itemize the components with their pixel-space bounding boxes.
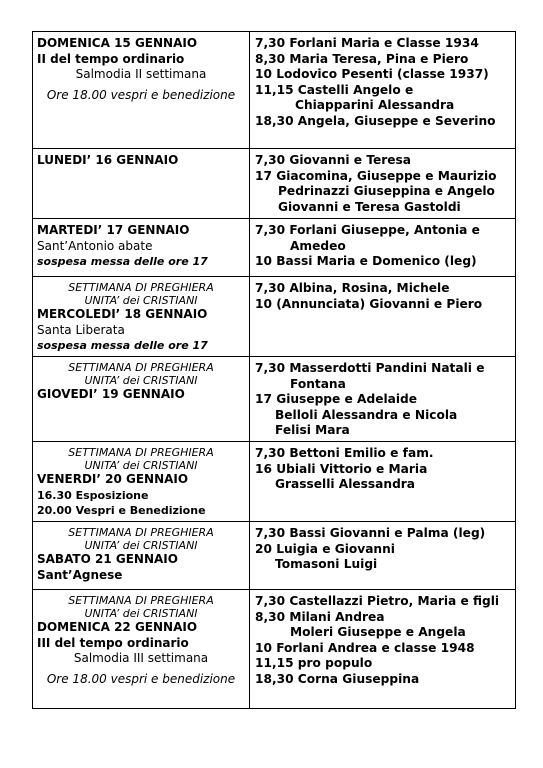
- day-info-line: sospesa messa delle ore 17: [37, 339, 208, 352]
- day-info-line: III del tempo ordinario: [37, 635, 189, 650]
- mass-intentions-cell: [250, 442, 516, 522]
- day-info-line: Sant’Agnese: [37, 567, 123, 582]
- day-info-line: VENERDI’ 20 GENNAIO: [37, 472, 189, 486]
- day-info-line: DOMENICA 15 GENNAIO: [37, 36, 198, 50]
- mass-intention-line: 10 Forlani Andrea e classe 1948: [255, 640, 475, 655]
- day-row: [33, 277, 516, 357]
- mass-intention-line: Chiapparini Alessandra: [295, 98, 455, 112]
- day-info-line: UNITA’ dei CRISTIANI: [84, 374, 198, 387]
- schedule-table: [32, 31, 516, 709]
- mass-intention-line: 10 Bassi Maria e Domenico (leg): [255, 254, 477, 268]
- mass-intention-line: 16 Ubiali Vittorio e Maria: [255, 461, 428, 476]
- day-info-line: II del tempo ordinario: [37, 51, 185, 66]
- day-info-line: DOMENICA 22 GENNAIO: [37, 620, 198, 634]
- day-row: [33, 32, 516, 149]
- mass-intention-line: 7,30 Masserdotti Pandini Natali e: [255, 361, 485, 375]
- day-info-line: Sant’Antonio abate: [37, 238, 153, 253]
- mass-intention-line: 17 Giacomina, Giuseppe e Maurizio: [255, 168, 497, 183]
- day-info-cell: [33, 219, 250, 277]
- day-row: [33, 357, 516, 442]
- mass-intention-line: 8,30 Milani Andrea: [255, 609, 385, 624]
- mass-intention-line: 7,30 Forlani Maria e Classe 1934: [255, 36, 479, 50]
- day-info-line: GIOVEDI’ 19 GENNAIO: [37, 387, 185, 401]
- day-row: [33, 149, 516, 219]
- mass-intention-line: 8,30 Maria Teresa, Pina e Piero: [255, 51, 469, 66]
- day-info-line: SETTIMANA DI PREGHIERA: [68, 281, 214, 294]
- mass-intention-line: Fontana: [290, 376, 346, 391]
- mass-intention-line: Grasselli Alessandra: [275, 477, 416, 491]
- mass-intention-line: 20 Luigia e Giovanni: [255, 541, 395, 556]
- day-row: [33, 522, 516, 590]
- day-info-cell: [33, 590, 250, 709]
- mass-intention-line: 10 Lodovico Pesenti (classe 1937): [255, 67, 489, 81]
- day-info-line: 20.00 Vespri e Benedizione: [37, 504, 206, 517]
- mass-intentions-cell: [250, 32, 516, 149]
- mass-intention-line: 7,30 Giovanni e Teresa: [255, 153, 412, 167]
- day-info-cell: [33, 442, 250, 522]
- mass-intention-line: 18,30 Angela, Giuseppe e Severino: [255, 113, 496, 128]
- day-info-cell: [33, 277, 250, 357]
- mass-intentions-cell: [250, 277, 516, 357]
- mass-intention-line: 11,15 Castelli Angelo e: [255, 82, 414, 97]
- mass-intention-line: Amedeo: [290, 238, 346, 253]
- day-info-line: Salmodia II settimana: [75, 67, 207, 81]
- day-row: [33, 590, 516, 709]
- day-info-line: UNITA’ dei CRISTIANI: [84, 607, 198, 620]
- mass-intentions-cell: [250, 219, 516, 277]
- day-info-line: Santa Liberata: [37, 322, 125, 337]
- mass-intention-line: 7,30 Bettoni Emilio e fam.: [255, 446, 434, 460]
- day-info-line: SETTIMANA DI PREGHIERA: [68, 446, 214, 459]
- day-info-line: SETTIMANA DI PREGHIERA: [68, 526, 214, 539]
- mass-intention-line: Pedrinazzi Giuseppina e Angelo: [278, 184, 495, 198]
- day-row: [33, 442, 516, 522]
- day-info-cell: [33, 522, 250, 590]
- mass-intention-line: 7,30 Castellazzi Pietro, Maria e figli: [255, 594, 500, 608]
- day-info-line: LUNEDI’ 16 GENNAIO: [37, 153, 179, 167]
- mass-intentions-cell: [250, 522, 516, 590]
- day-info-cell: [33, 357, 250, 442]
- mass-intentions-cell: [250, 357, 516, 442]
- day-info-cell: [33, 149, 250, 219]
- day-info-line: MERCOLEDI’ 18 GENNAIO: [37, 307, 208, 321]
- mass-intention-line: 7,30 Bassi Giovanni e Palma (leg): [255, 526, 486, 540]
- mass-intentions-cell: [250, 590, 516, 709]
- day-info-line: UNITA’ dei CRISTIANI: [84, 459, 198, 472]
- day-info-line: UNITA’ dei CRISTIANI: [84, 294, 198, 307]
- mass-intention-line: 10 (Annunciata) Giovanni e Piero: [255, 296, 483, 311]
- day-info-line: 16.30 Esposizione: [37, 488, 149, 502]
- mass-intention-line: Giovanni e Teresa Gastoldi: [278, 199, 461, 214]
- day-row: [33, 219, 516, 277]
- mass-intention-line: Felisi Mara: [275, 423, 350, 437]
- day-info-line: sospesa messa delle ore 17: [37, 255, 208, 268]
- day-info-line: SABATO 21 GENNAIO: [37, 552, 178, 566]
- day-info-line: Ore 18.00 vespri e benedizione: [46, 87, 236, 102]
- mass-intention-line: 11,15 pro populo: [255, 656, 373, 670]
- day-info-line: UNITA’ dei CRISTIANI: [84, 539, 198, 552]
- mass-intention-line: 18,30 Corna Giuseppina: [255, 671, 420, 686]
- schedule-body: [33, 32, 516, 709]
- mass-intention-line: 7,30 Albina, Rosina, Michele: [255, 281, 450, 295]
- mass-intention-line: 7,30 Forlani Giuseppe, Antonia e: [255, 223, 480, 237]
- mass-intention-line: 17 Giuseppe e Adelaide: [255, 392, 418, 406]
- mass-intention-line: Belloli Alessandra e Nicola: [275, 407, 458, 422]
- day-info-line: SETTIMANA DI PREGHIERA: [68, 594, 214, 607]
- day-info-line: MARTEDI’ 17 GENNAIO: [37, 223, 190, 237]
- day-info-line: SETTIMANA DI PREGHIERA: [68, 361, 214, 374]
- day-info-line: Ore 18.00 vespri e benedizione: [46, 671, 236, 686]
- day-info-line: Salmodia III settimana: [73, 651, 209, 665]
- day-info-cell: [33, 32, 250, 149]
- mass-intention-line: Moleri Giuseppe e Angela: [290, 625, 466, 639]
- mass-intentions-cell: [250, 149, 516, 219]
- mass-intention-line: Tomasoni Luigi: [275, 557, 378, 571]
